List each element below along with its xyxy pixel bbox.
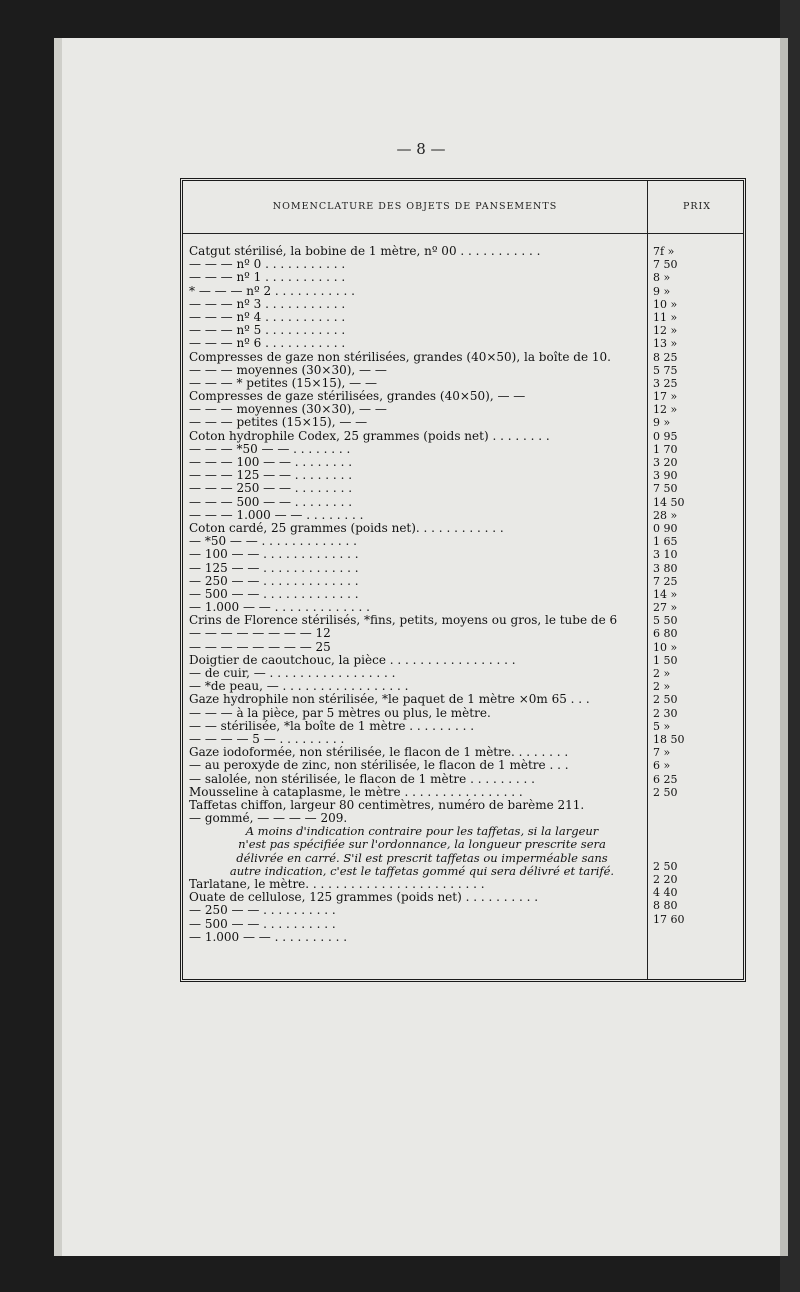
price-cell: 7 » — [653, 746, 671, 760]
price-cell: 2 50 — [653, 693, 678, 707]
table-row: * — — — nº 2 . . . . . . . . . . . — [189, 284, 355, 298]
price-cell: 9 » — [653, 416, 671, 430]
price-cell: 5 50 — [653, 614, 678, 628]
table-row: Catgut stérilisé, la bobine de 1 mètre, nº 00 . . . . . . . . . . . — [189, 245, 541, 258]
price-column — [653, 245, 739, 926]
price-cell: 3 20 — [653, 456, 678, 469]
table-row: — — — à la pièce, par 5 mètres ou plus, le mètre. — [189, 706, 491, 720]
price-cell: 8 25 — [653, 350, 678, 364]
table-row: — — — 250 — — . . . . . . . . — [189, 482, 353, 496]
table-row: — — — nº 1 . . . . . . . . . . . — [189, 271, 346, 285]
table-row: — — — — — — — — 25 — [189, 640, 331, 654]
note-line: délivrée en carré. S'il est prescrit taffetas ou imperméable sans — [236, 851, 608, 865]
price-cell: 2 20 — [653, 873, 678, 887]
price-cell: 7 50 — [653, 482, 678, 496]
column-divider — [647, 181, 648, 979]
item-column — [189, 245, 645, 944]
table-row: — — — moyennes (30×30), — — — [189, 363, 387, 377]
table-row: — — stérilisée, *la boîte de 1 mètre . . . . . . . . . — [189, 719, 475, 733]
price-cell: 3 80 — [653, 561, 678, 575]
price-cell: 5 75 — [653, 363, 678, 377]
table-row: — — — nº 5 . . . . . . . . . . . — [189, 324, 346, 338]
price-cell: 2 50 — [653, 859, 678, 873]
price-cell: 3 25 — [653, 376, 678, 390]
price-cell: 10 » — [653, 297, 678, 311]
price-cell: 2 » — [653, 667, 671, 680]
table-row: — *de peau, — . . . . . . . . . . . . . . . . . — [189, 680, 409, 694]
table-row: — — — — — — — — 12 — [189, 627, 331, 641]
table-row: Ouate de cellulose, 125 grammes (poids net) . . . . . . . . . . — [189, 891, 539, 905]
table-row: Coton cardé, 25 grammes (poids net). . . . . . . . . . . . — [189, 521, 504, 535]
price-cell: 7 50 — [653, 258, 678, 272]
table-row: — — — nº 4 . . . . . . . . . . . — [189, 310, 346, 324]
note-line: autre indication, c'est le taffetas gommé qui sera délivré et tarifé. — [229, 864, 615, 878]
table-row: — — — 1.000 — — . . . . . . . . — [189, 508, 364, 522]
header-prix: PRIX — [682, 201, 712, 212]
price-cell: 1 65 — [653, 535, 678, 549]
table-row: — — — petites (15×15), — — — [189, 416, 368, 430]
price-cell: 7 25 — [653, 574, 678, 588]
header-nomenclature: NOMENCLATURE DES OBJETS DE PANSEMENTS — [272, 201, 558, 212]
table-row: Compresses de gaze stérilisées, grandes (40×50), — — — [189, 390, 526, 404]
price-cell: 12 » — [653, 403, 678, 417]
table-row: — — — 125 — — . . . . . . . . — [189, 469, 353, 483]
price-cell: 5 » — [653, 719, 671, 733]
table-row: — 250 — — . . . . . . . . . . . . . — [189, 574, 359, 588]
price-cell: 7f » — [653, 245, 675, 258]
table-row: Gaze hydrophile non stérilisée, *le paquet de 1 mètre ×0m 65 . . . — [189, 693, 590, 707]
table-row: Compresses de gaze non stérilisées, grandes (40×50), la boîte de 10. — [189, 350, 611, 364]
price-cell: 2 » — [653, 680, 671, 694]
price-cell: 0 90 — [653, 521, 678, 535]
table-row: — — — 100 — — . . . . . . . . — [189, 456, 353, 469]
price-cell: 4 40 — [653, 886, 678, 900]
price-cell: 12 » — [653, 324, 678, 338]
table-row: Taffetas chiffon, largeur 80 centimètres, numéro de barème 211. — [189, 798, 585, 812]
price-table — [180, 178, 746, 982]
price-cell: 1 50 — [653, 653, 678, 667]
table-row: — salolée, non stérilisée, le flacon de 1 mètre . . . . . . . . . — [189, 772, 535, 786]
price-cell: 18 50 — [653, 732, 685, 746]
price-cell: 6 » — [653, 759, 671, 773]
table-row: Gaze iodoformée, non stérilisée, le flacon de 1 mètre. . . . . . . . — [189, 746, 569, 760]
table-row: Crins de Florence stérilisés, *fins, petits, moyens ou gros, le tube de 6 — [189, 614, 618, 628]
table-row: — 500 — — . . . . . . . . . . — [189, 917, 336, 931]
price-cell: 28 » — [653, 508, 678, 522]
table-row: — 500 — — . . . . . . . . . . . . . — [189, 587, 359, 601]
table-row: — 1.000 — — . . . . . . . . . . — [189, 930, 348, 944]
document-page — [62, 38, 780, 1256]
price-cell: 11 » — [653, 310, 678, 324]
table-row: Tarlatane, le mètre. . . . . . . . . . . . . . . . . . . . . . . . — [189, 878, 485, 891]
table-row: — 250 — — . . . . . . . . . . — [189, 904, 336, 918]
price-cell: 8 » — [653, 271, 671, 285]
table-row: Mousseline à cataplasme, le mètre . . . . . . . . . . . . . . . . — [189, 785, 523, 799]
note-line: n'est pas spécifiée sur l'ordonnance, la longueur prescrite sera — [238, 838, 606, 852]
price-cell: 27 » — [653, 601, 678, 615]
price-spacer — [653, 799, 739, 860]
table-row: — — — 500 — — . . . . . . . . — [189, 495, 353, 509]
note-line: A moins d'indication contraire pour les taffetas, si la largeur — [245, 825, 599, 839]
table-row: — — — nº 3 . . . . . . . . . . . — [189, 297, 346, 311]
table-row: — 1.000 — — . . . . . . . . . . . . . — [189, 601, 370, 615]
table-row: — 100 — — . . . . . . . . . . . . . — [189, 548, 359, 562]
page-number: — 8 — — [396, 140, 446, 158]
price-cell: 14 » — [653, 587, 678, 601]
table-row: — — — — 5 — . . . . . . . . . — [189, 732, 345, 746]
table-row: — 125 — — . . . . . . . . . . . . . — [189, 561, 359, 575]
table-row: — *50 — — . . . . . . . . . . . . . — [189, 535, 357, 549]
price-cell: 3 10 — [653, 548, 678, 562]
price-cell: 17 60 — [653, 912, 685, 926]
table-row: — gommé, — — — — 209. — [189, 812, 348, 826]
table-header — [183, 181, 743, 234]
table-row: Doigtier de caoutchouc, la pièce . . . . . . . . . . . . . . . . . — [189, 653, 516, 667]
price-cell: 2 50 — [653, 785, 678, 799]
price-cell: 10 » — [653, 640, 678, 654]
background-edge — [780, 0, 800, 1292]
price-cell: 8 80 — [653, 899, 678, 913]
table-row: — — — * petites (15×15), — — — [189, 376, 377, 390]
table-row: — — — *50 — — . . . . . . . . — [189, 442, 351, 456]
price-cell: 3 90 — [653, 469, 678, 483]
price-cell: 9 » — [653, 284, 671, 298]
table-row: — au peroxyde de zinc, non stérilisée, le flacon de 1 mètre . . . — [189, 759, 569, 773]
table-row: — — — moyennes (30×30), — — — [189, 403, 387, 417]
price-cell: 17 » — [653, 390, 678, 404]
table-row: — — — nº 0 . . . . . . . . . . . — [189, 258, 346, 272]
price-cell: 6 80 — [653, 627, 678, 641]
price-cell: 13 » — [653, 337, 678, 351]
price-cell: 6 25 — [653, 772, 678, 786]
price-cell: 0 95 — [653, 429, 678, 443]
price-cell: 1 70 — [653, 442, 678, 456]
table-row: Coton hydrophile Codex, 25 grammes (poids net) . . . . . . . . — [189, 429, 550, 443]
price-cell: 2 30 — [653, 706, 678, 720]
price-cell: 14 50 — [653, 495, 685, 509]
table-row: — — — nº 6 . . . . . . . . . . . — [189, 337, 346, 351]
table-row: — de cuir, — . . . . . . . . . . . . . . . . . — [189, 667, 396, 680]
